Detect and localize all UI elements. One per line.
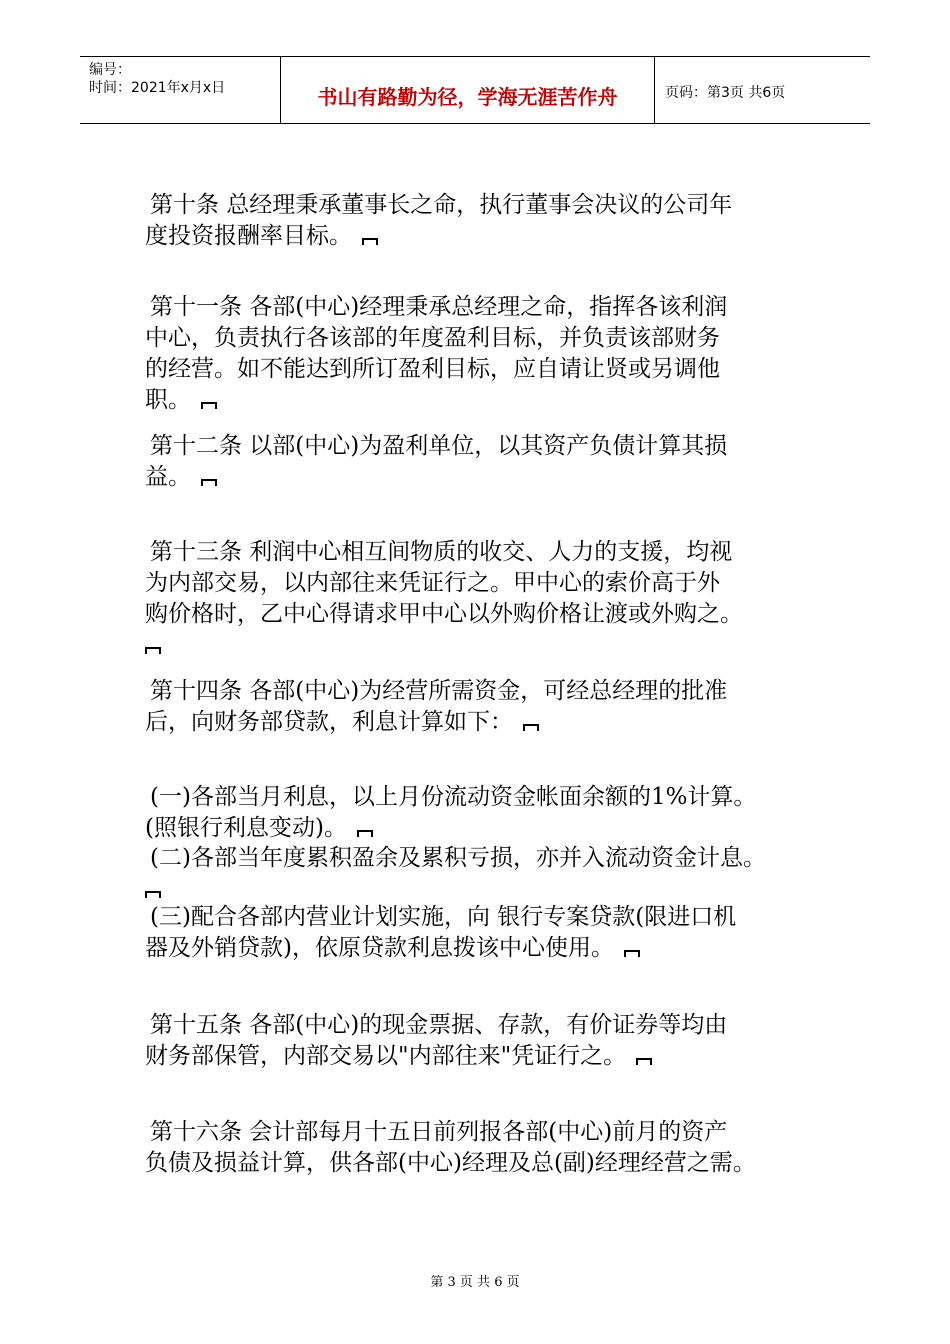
paragraph-line: (照银行利息变动)。 bbox=[145, 815, 347, 841]
paragraph-mark-icon bbox=[636, 1058, 652, 1065]
article-14 bbox=[145, 676, 825, 738]
article-10 bbox=[145, 190, 825, 252]
paragraph-line: (一)各部当月利息，以上月份流动资金帐面余额的1%计算。 bbox=[150, 784, 757, 810]
article-16 bbox=[145, 1117, 825, 1179]
header-page-info: 页码：第3页 共6页 bbox=[665, 85, 786, 101]
paragraph-mark-icon bbox=[145, 891, 161, 898]
paragraph-line: 的经营。如不能达到所订盈利目标，应自请让贤或另调他 bbox=[145, 356, 720, 382]
item-2 bbox=[145, 843, 825, 905]
article-11 bbox=[145, 292, 825, 416]
paragraph-mark-icon bbox=[145, 647, 161, 654]
document-header bbox=[80, 56, 870, 124]
paragraph-line: 度投资报酬率目标。 bbox=[145, 223, 352, 249]
document-time-label: 时间：2021年x月x日 bbox=[89, 80, 226, 96]
paragraph-line: (二)各部当年度累积盈余及累积亏损，亦并入流动资金计息。 bbox=[150, 845, 766, 871]
paragraph-line: 负债及损益计算，供各部(中心)经理及总(副)经理经营之需。 bbox=[145, 1150, 756, 1176]
paragraph-line: 购价格时，乙中心得请求甲中心以外购价格让渡或外购之。 bbox=[145, 601, 743, 627]
paragraph-mark-icon bbox=[624, 950, 640, 957]
paragraph-line: 第十条 总经理秉承董事长之命，执行董事会决议的公司年 bbox=[150, 192, 733, 218]
paragraph-mark-icon bbox=[357, 830, 373, 837]
paragraph-mark-icon bbox=[201, 402, 217, 409]
paragraph-line: 第十四条 各部(中心)为经营所需资金，可经总经理的批准 bbox=[150, 678, 728, 704]
header-page-cell bbox=[655, 57, 870, 123]
document-number-label: 编号： bbox=[89, 62, 131, 78]
header-motto-cell bbox=[281, 57, 655, 123]
paragraph-mark-icon bbox=[362, 238, 378, 245]
item-1 bbox=[145, 782, 825, 844]
paragraph-line: (三)配合各部内营业计划实施，向 银行专案贷款(限进口机 bbox=[150, 904, 737, 930]
paragraph-line: 后，向财务部贷款，利息计算如下： bbox=[145, 709, 513, 735]
article-13 bbox=[145, 537, 825, 661]
page-footer: 第 3 页 共 6 页 bbox=[430, 1275, 520, 1290]
item-3 bbox=[145, 902, 825, 964]
paragraph-mark-icon bbox=[201, 479, 217, 486]
paragraph-line: 职。 bbox=[145, 387, 191, 413]
header-motto: 书山有路勤为径，学海无涯苦作舟 bbox=[317, 85, 618, 109]
paragraph-line: 第十二条 以部(中心)为盈利单位，以其资产负债计算其损 bbox=[150, 433, 728, 459]
paragraph-line: 器及外销贷款)，依原贷款利息拨该中心使用。 bbox=[145, 935, 614, 961]
paragraph-line: 第十一条 各部(中心)经理秉承总经理之命，指挥各该利润 bbox=[150, 294, 728, 320]
paragraph-line: 为内部交易，以内部往来凭证行之。甲中心的索价高于外 bbox=[145, 570, 720, 596]
paragraph-line: 财务部保管，内部交易以"内部往来"凭证行之。 bbox=[145, 1043, 627, 1069]
header-meta-cell bbox=[80, 57, 281, 123]
paragraph-line: 第十三条 利润中心相互间物质的收交、人力的支援，均视 bbox=[150, 539, 733, 565]
paragraph-line: 中心，负责执行各该部的年度盈利目标，并负责该部财务 bbox=[145, 325, 720, 351]
article-12 bbox=[145, 431, 825, 493]
paragraph-line: 第十五条 各部(中心)的现金票据、存款，有价证券等均由 bbox=[150, 1012, 728, 1038]
paragraph-line: 益。 bbox=[145, 464, 191, 490]
article-15 bbox=[145, 1010, 825, 1072]
paragraph-line: 第十六条 会计部每月十五日前列报各部(中心)前月的资产 bbox=[150, 1119, 728, 1145]
paragraph-mark-icon bbox=[523, 724, 539, 731]
